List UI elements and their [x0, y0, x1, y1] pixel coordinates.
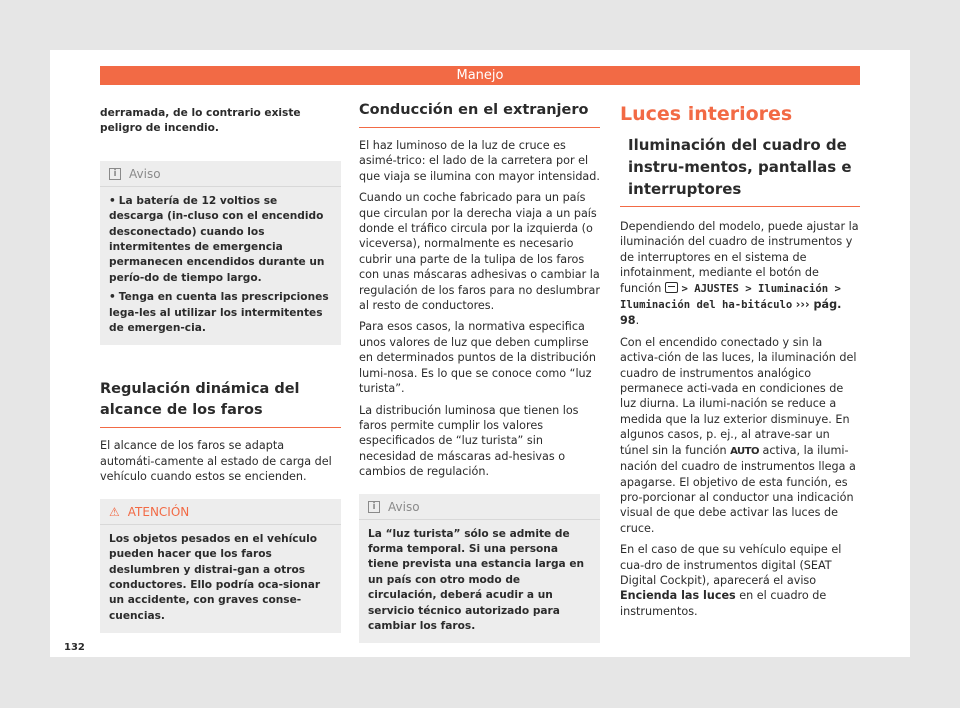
- section-title-headlight-range: Regulación dinámica del alcance de los faros: [100, 379, 341, 428]
- page-number: 132: [64, 642, 85, 653]
- column-middle: [359, 96, 600, 643]
- warning-triangle-icon: ⚠: [109, 504, 120, 519]
- paragraph: La distribución luminosa que tienen los faros permite cumplir los valores especificados de “luz turista” sin necesidad de máscaras ad-hesivas o cambios de regulación.: [359, 403, 579, 479]
- warning-label: ATENCIÓN: [127, 504, 190, 519]
- aviso-box-header: [100, 161, 341, 187]
- display-message: Encienda las luces: [620, 589, 736, 603]
- aviso-box-body: [100, 187, 341, 346]
- paragraph: El haz luminoso de la luz de cruce es asimé-trico: el lado de la carretera por el que viaja se ilumina con mayor intensidad.: [359, 139, 600, 183]
- column-right: [620, 96, 860, 625]
- paragraph: Dependiendo del modelo, puede ajustar la iluminación del cuadro de instrumentos y de interruptores en el sistema de infotainment, mediante el botón de función > AJUSTES > Iluminación > Iluminación del ha-bitáculo ››› pág. 98.: [620, 220, 859, 328]
- menu-path: > AJUSTES > Iluminación > Iluminación del ha-bitáculo: [620, 282, 841, 312]
- aviso-label: Aviso: [388, 499, 420, 514]
- aviso-bullet-item: • Tenga en cuenta las prescripciones lega-les al utilizar los intermitentes de emergen-cia.: [109, 291, 329, 335]
- menu-button-icon: [665, 282, 678, 293]
- chapter-title: Manejo: [456, 68, 504, 83]
- aviso-box-tourist-light: [359, 494, 600, 644]
- column-left: [100, 96, 341, 633]
- warning-box-body: [100, 525, 341, 633]
- intro-bold-text: derramada, de lo contrario existe peligro de incendio.: [100, 107, 301, 135]
- paragraph: Con el encendido conectado y sin la activa-ción de las luces, la iluminación del cuadro de instrumentos analógico permanece acti-vada en condiciones de luz diurna. La ilumi-nación se reduce a medida que la luz exterior disminuye. En algunos casos, p. ej., al atrave-sar un túnel sin la función AUTO activa, la ilumi-nación del cuadro de instrumentos llega a apagarse. El objetivo de esta función, es pro-porcionar al conductor una indicación visual de que debe activar las luces de cruce.: [620, 335, 857, 535]
- info-icon: i: [109, 168, 121, 180]
- big-title-interior-lights: Luces interiores: [620, 103, 793, 125]
- warning-box: [100, 499, 341, 633]
- aviso-text: La “luz turista” sólo se admite de forma temporal. Si una persona tiene prevista una estancia larga en un país con otro modo de circulación, deberá acudir a un servicio técnico autorizado para cambiar los faros.: [368, 527, 585, 632]
- aviso-bullet-item: • La batería de 12 voltios se descarga (in-cluso con el encendido desconectado) cuando los intermitentes de emergencia permanecen encendidos durante un perío-do de tiempo largo.: [109, 194, 325, 284]
- info-icon: i: [368, 501, 380, 513]
- page-reference-link[interactable]: ››› pág. 98: [620, 298, 842, 328]
- paragraph: Para esos casos, la normativa especifica unos valores de luz que deben cumplirse en determinados puntos de la distribución lumi-nosa. Es lo que se conoce como “luz turista”.: [359, 320, 596, 396]
- warning-text: Los objetos pesados en el vehículo pueden hacer que los faros deslumbren y distrai-gan a otros conductores. Ello podría oca-sionar un accidente, con graves conse-cuencias.: [109, 532, 321, 622]
- aviso-label: Aviso: [129, 166, 161, 181]
- aviso-box-body: [359, 520, 600, 644]
- aviso-box-battery: [100, 161, 341, 346]
- warning-box-header: [100, 499, 341, 525]
- manual-page: [50, 50, 910, 657]
- paragraph: En el caso de que su vehículo equipe el cua-dro de instrumentos digital (SEAT Digital Cockpit), aparecerá el aviso Encienda las luces en el cuadro de instrumentos.: [620, 543, 842, 618]
- subsection-title-instrument-lighting: Iluminación del cuadro de instru-mentos, pantallas e interruptores: [620, 134, 860, 207]
- section-title-abroad: Conducción en el extranjero: [359, 100, 600, 128]
- paragraph: Cuando un coche fabricado para un país que circulan por la derecha viaja a un país donde el tráfico circula por la izquierda (o viceversa), normalmente es necesario cubrir una parte de la tulipa de los faros con unas máscaras adhesivas o cambiar la regulación de los faros para no deslumbrar al resto de conductores.: [359, 191, 600, 313]
- chapter-header: [100, 66, 860, 85]
- aviso-box-header: [359, 494, 600, 520]
- section-text-headlight-range: El alcance de los faros se adapta automáti-camente al estado de carga del vehículo cuando estos se encienden.: [100, 439, 332, 484]
- auto-function-icon: AUTO: [730, 445, 759, 457]
